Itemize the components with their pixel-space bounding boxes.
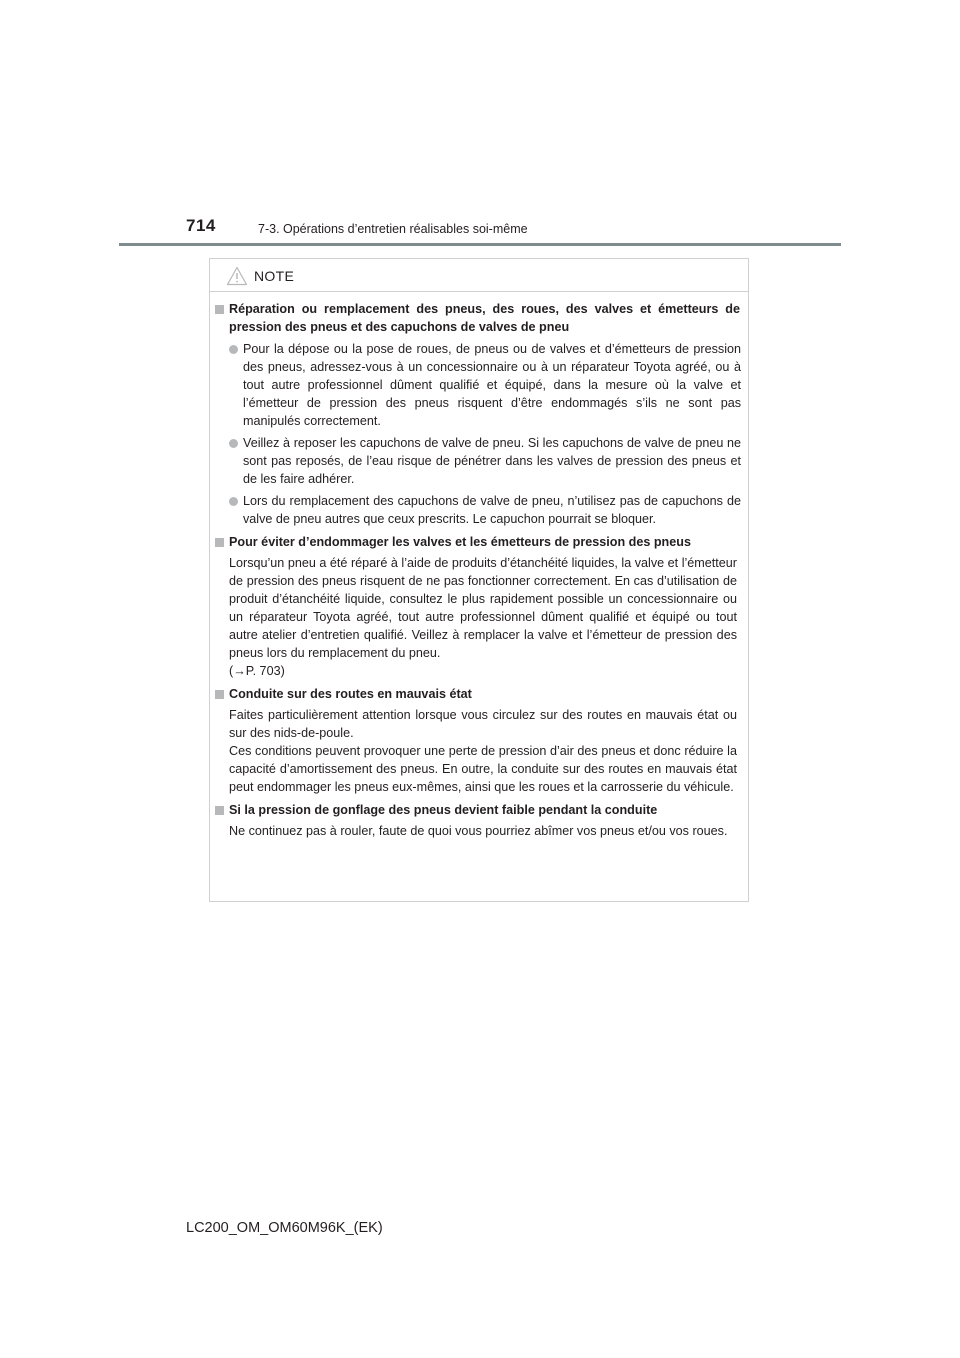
circle-bullet-icon [229, 439, 238, 448]
circle-bullet-icon [229, 345, 238, 354]
square-bullet-icon [215, 305, 224, 314]
paragraph-text: Lorsqu’un pneu a été réparé à l’aide de produits d’étanchéité liquides, la valve et l’émetteur de pression des pneus risquent de ne pas fonctionner correctement. En cas d’utilisation de produit d’étanchéité liquide, consultez le plus rapidement possible un concessionnaire ou un réparateur Toyota agréé, tout autre professionnel dûment qualifié et équipé ou tout autre atelier d’entretien qualifié. Veillez à remplacer la valve et l’émetteur de pression des pneus lors du remplacement du pneu. [229, 556, 737, 660]
page-number: 714 [186, 216, 216, 235]
heading-text: Conduite sur des routes en mauvais état [229, 687, 472, 701]
note-content [210, 300, 748, 840]
bullet-text: Lors du remplacement des capuchons de valve de pneu, n’utilisez pas de capuchons de valve de pneu autres que ceux prescrits. Le capuchon pourrait se bloquer. [243, 494, 741, 526]
square-bullet-icon [215, 806, 224, 815]
bullet-text: Pour la dépose ou la pose de roues, de pneus ou de valves et d’émetteurs de pression des pneus, adressez-vous à un concessionnaire ou à un réparateur Toyota agréé, ou à tout autre professionnel dûment qualifié et équipé, dans la mesure où la valve et l’émetteur de pression des pneus risquent d’être endommagés s’ils ne sont pas manipulés correctement. [243, 342, 741, 428]
square-bullet-icon [215, 690, 224, 699]
circle-bullet-icon [229, 497, 238, 506]
paragraph-text: Ne continuez pas à rouler, faute de quoi vous pourriez abîmer vos pneus et/ou vos roues. [229, 824, 728, 838]
note-box [209, 258, 749, 902]
section-title: 7-3. Opérations d’entretien réalisables soi-même [258, 222, 528, 236]
section-heading-tire-replacement [210, 300, 748, 336]
paragraph-text: Ces conditions peuvent provoquer une perte de pression d’air des pneus et donc réduire la capacité d’amortissement des pneus. En outre, la conduite sur des routes en mauvais état peut endommager les pneus eux-mêmes, ainsi que les roues et la carrosserie du véhicule. [229, 744, 737, 794]
list-item [210, 434, 748, 488]
header-rule [119, 243, 841, 246]
section-heading-bad-roads [210, 685, 748, 703]
paragraph-text: Faites particulièrement attention lorsque vous circulez sur des routes en mauvais état ou sur des nids-de-poule. [229, 708, 737, 740]
section-body [210, 706, 748, 796]
heading-text: Pour éviter d’endommager les valves et les émetteurs de pression des pneus [229, 535, 691, 549]
section-heading-low-pressure [210, 801, 748, 819]
section-heading-valve-damage [210, 533, 748, 551]
section-body [210, 554, 748, 680]
warning-triangle-icon [226, 266, 248, 286]
page-reference-link[interactable]: (→P. 703) [229, 664, 285, 678]
section-body [210, 822, 748, 840]
square-bullet-icon [215, 538, 224, 547]
note-label: NOTE [254, 268, 295, 284]
note-header [226, 263, 294, 289]
heading-text: Si la pression de gonflage des pneus devient faible pendant la conduite [229, 803, 658, 817]
bullet-text: Veillez à reposer les capuchons de valve de pneu. Si les capuchons de valve de pneu ne sont pas reposés, de l’eau risque de pénétrer dans les valves de pression des pneus et de les faire adhérer. [243, 436, 741, 486]
list-item [210, 340, 748, 430]
document-code: LC200_OM_OM60M96K_(EK) [186, 1220, 383, 1236]
list-item [210, 492, 748, 528]
note-divider [210, 291, 748, 292]
heading-text: Réparation ou remplacement des pneus, des roues, des valves et émetteurs de pression des pneus et des capuchons de valves de pneu [229, 302, 740, 334]
